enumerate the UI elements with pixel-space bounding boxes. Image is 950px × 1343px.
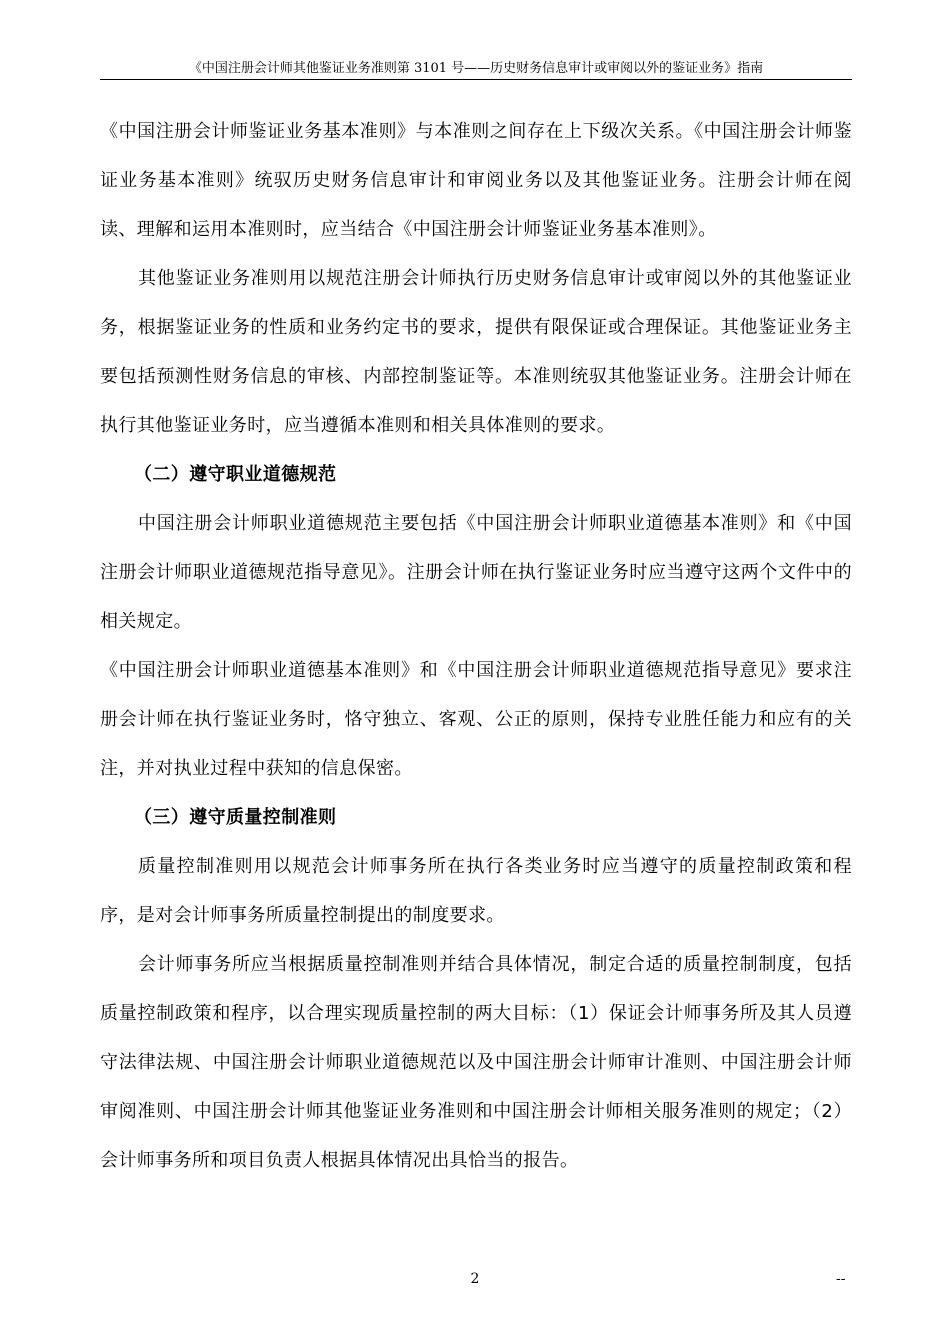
paragraph-5: 质量控制准则用以规范会计师事务所在执行各类业务时应当遵守的质量控制政策和程序，是对会计师事务所质量控制提出的制度要求。	[100, 856, 852, 926]
page-number: 2	[470, 1271, 480, 1287]
paragraph-2: 其他鉴证业务准则用以规范注册会计师执行历史财务信息审计或审阅以外的其他鉴证业务，根据鉴证业务的性质和业务约定书的要求，提供有限保证或合理保证。其他鉴证业务主要包括预测性财务信息的审核、内部控制鉴证等。本准则统驭其他鉴证业务。注册会计师在执行其他鉴证业务时，应当遵循本准则和相关具体准则的要求。	[100, 268, 852, 436]
header-divider	[100, 79, 852, 80]
section-heading-3: （三）遵守质量控制准则	[134, 807, 337, 828]
running-header: 《中国注册会计师其他鉴证业务准则第 3101 号——历史财务信息审计或审阅以外的鉴证业务》指南	[188, 61, 764, 76]
paragraph-6: 会计师事务所应当根据质量控制准则并结合具体情况，制定合适的质量控制制度，包括质量控制政策和程序，以合理实现质量控制的两大目标：（1）保证会计师事务所及其人员遵守法律法规、中国注册会计师职业道德规范以及中国注册会计师审计准则、中国注册会计师审阅准则、中国注册会计师其他鉴证业务准则和中国注册会计师相关服务准则的规定；（2）会计师事务所和项目负责人根据具体情况出具恰当的报告。	[100, 954, 852, 1171]
section-heading-2: （二）遵守职业道德规范	[134, 464, 337, 485]
document-body	[100, 107, 852, 1185]
paragraph-1: 《中国注册会计师鉴证业务基本准则》与本准则之间存在上下级次关系。《中国注册会计师鉴证业务基本准则》统驭历史财务信息审计和审阅业务以及其他鉴证业务。注册会计师在阅读、理解和运用本准则时，应当结合《中国注册会计师鉴证业务基本准则》。	[100, 121, 852, 240]
paragraph-3: 中国注册会计师职业道德规范主要包括《中国注册会计师职业道德基本准则》和《中国注册会计师职业道德规范指导意见》。注册会计师在执行鉴证业务时应当遵守这两个文件中的相关规定。	[100, 513, 852, 632]
footer-mark: --	[836, 1271, 846, 1287]
paragraph-4: 《中国注册会计师职业道德基本准则》和《中国注册会计师职业道德规范指导意见》要求注册会计师在执行鉴证业务时，恪守独立、客观、公正的原则，保持专业胜任能力和应有的关注，并对执业过程中获知的信息保密。	[100, 660, 852, 779]
